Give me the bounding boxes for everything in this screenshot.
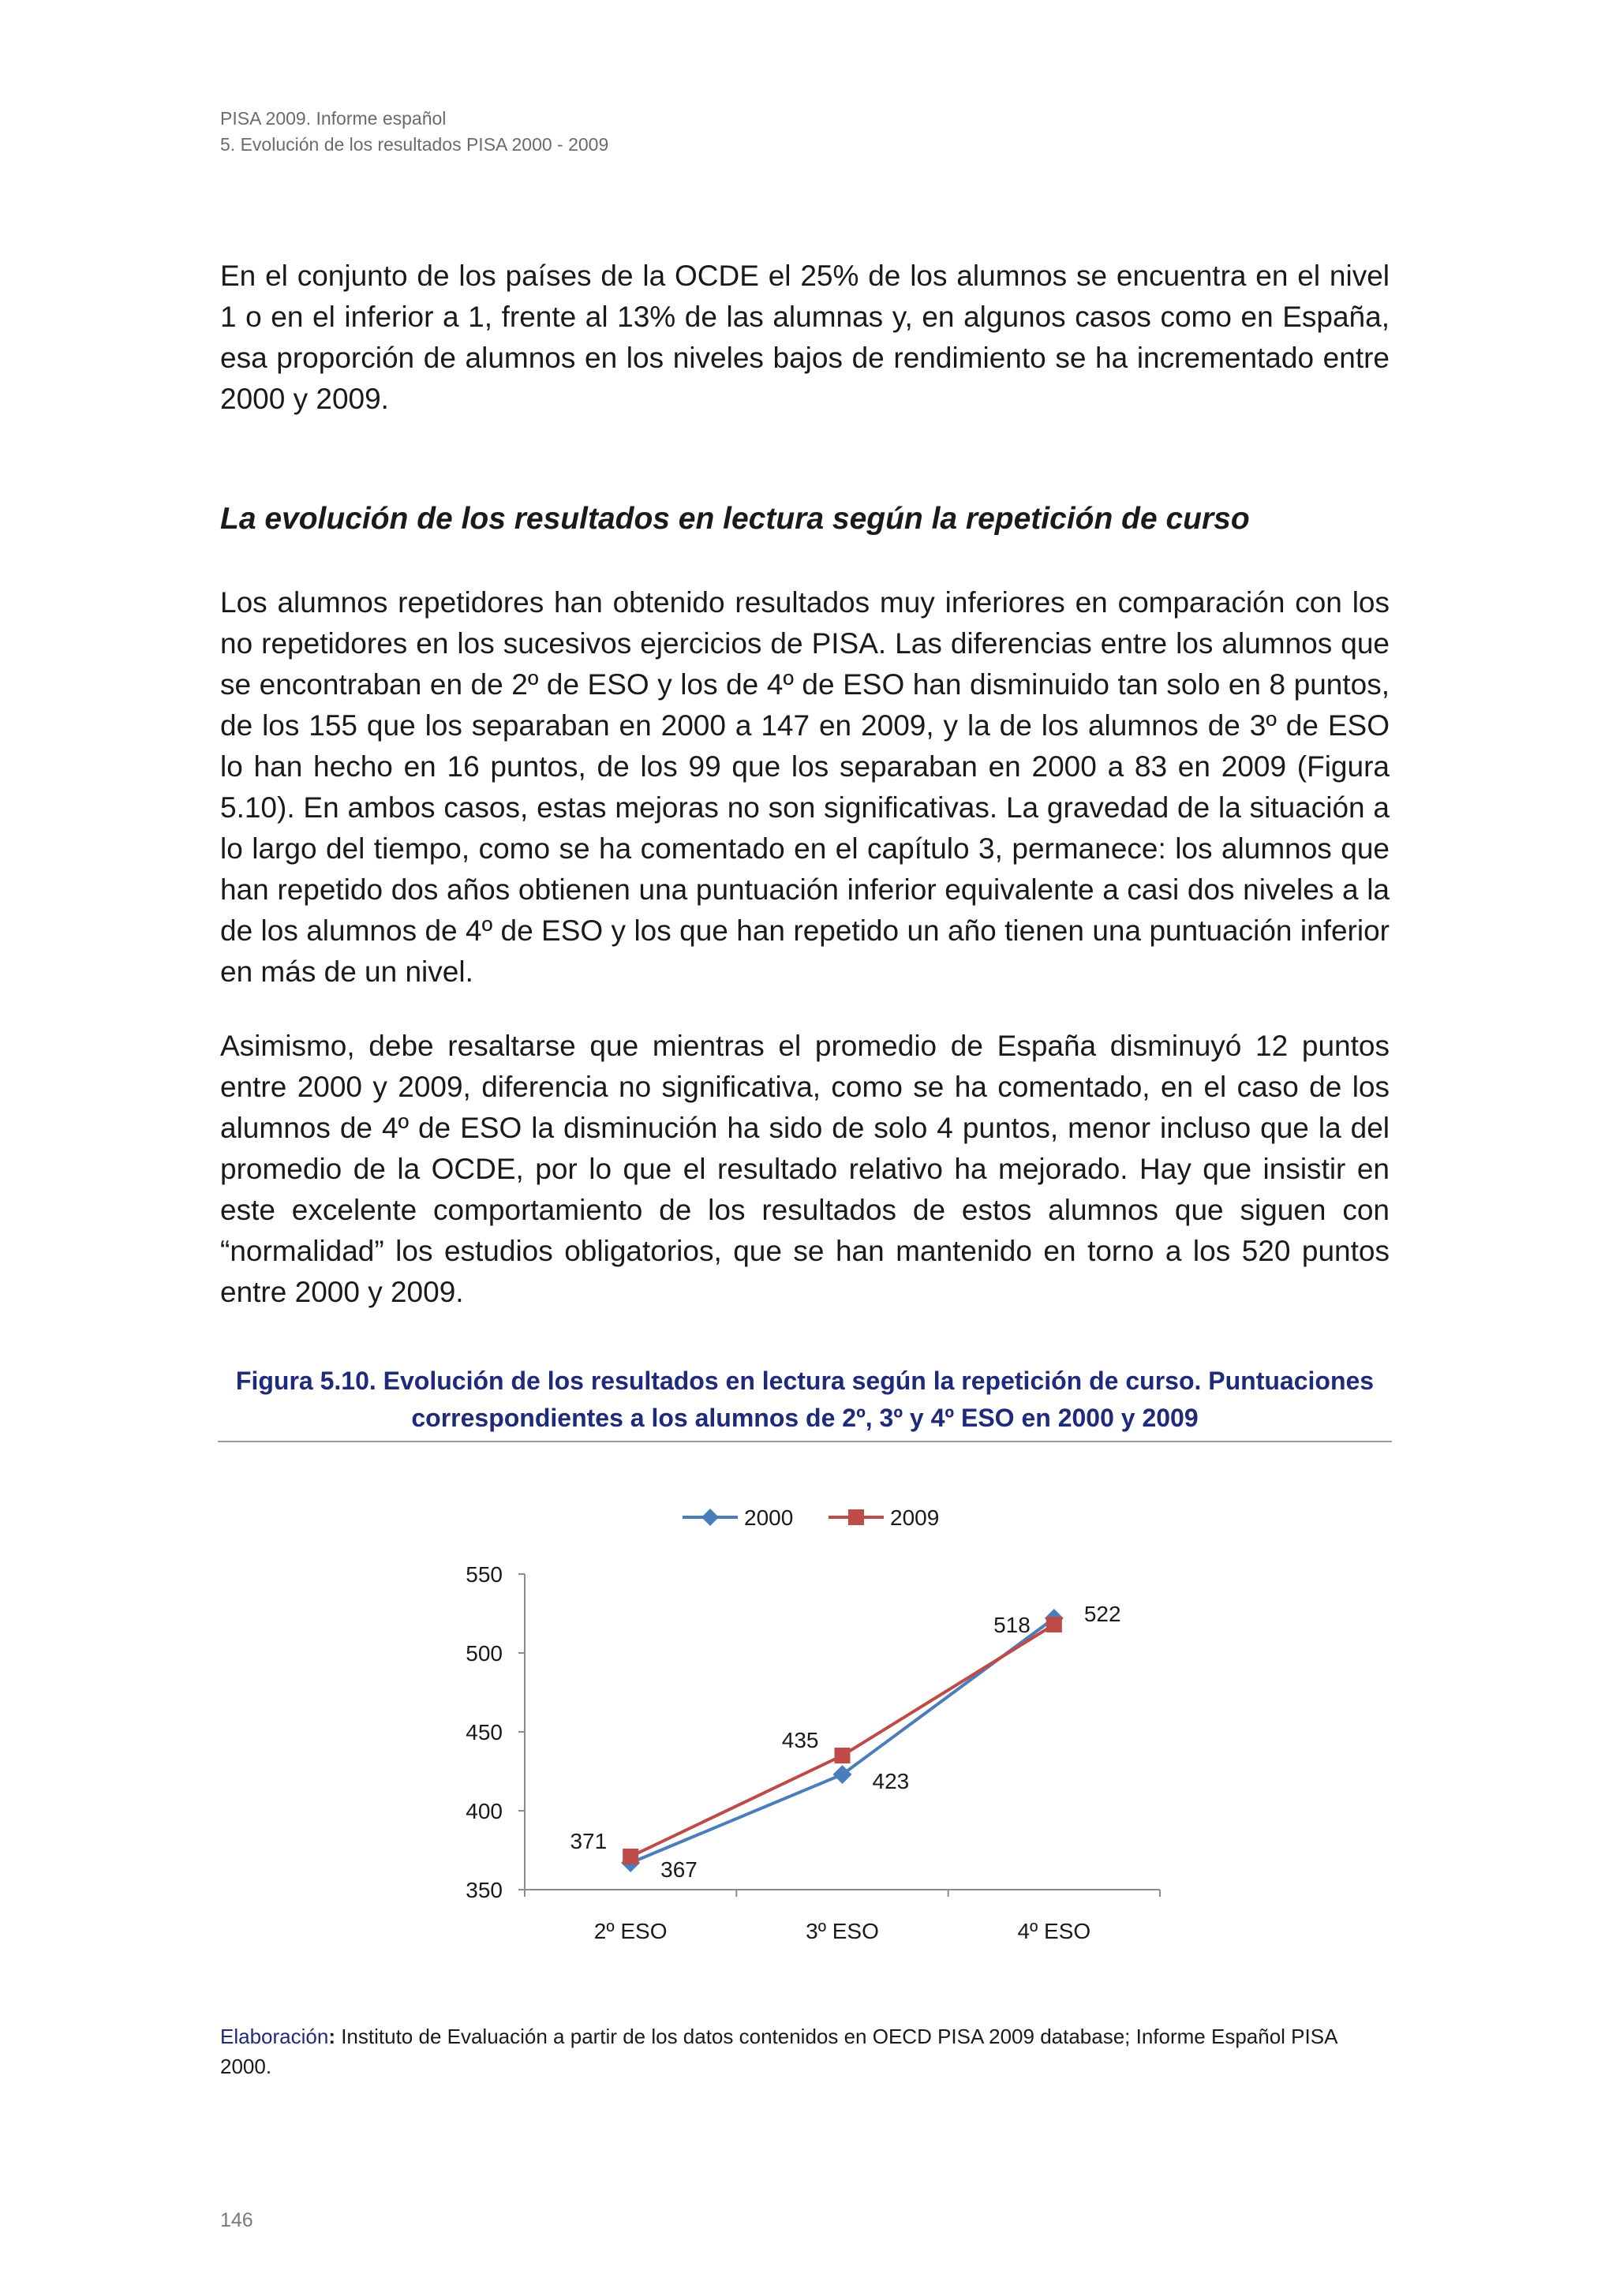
x-tick-label: 2º ESO	[593, 1919, 668, 1943]
x-tick-label: 3º ESO	[806, 1919, 879, 1943]
y-tick-label: 550	[466, 1562, 503, 1587]
data-label: 367	[660, 1857, 698, 1882]
y-tick-label: 350	[466, 1878, 503, 1902]
legend-label: 2000	[744, 1505, 794, 1530]
figure-caption-line-1: Figura 5.10. Evolución de los resultados en lectura según la repetición de curso. Puntuaciones	[235, 1367, 1375, 1395]
chart-svg	[426, 1483, 1199, 1973]
y-tick-label: 500	[466, 1641, 503, 1666]
legend-marker-diamond	[701, 1509, 719, 1526]
data-point	[835, 1748, 851, 1763]
data-label: 435	[781, 1728, 819, 1752]
series-line-2009	[630, 1625, 1054, 1857]
data-label: 423	[872, 1769, 910, 1793]
paragraph-1: En el conjunto de los países de la OCDE el 25% de los alumnos se encuentra en el nivel 1 o en el inferior a 1, frente al 13% de las alumnas y, en algunos casos como en España, esa proporción de alumnos en los niveles bajos de rendimiento se ha incrementado entre 2000 y 2009.	[220, 260, 1390, 415]
figure-caption-line-2: correspondientes a los alumnos de 2º, 3º y 4º ESO en 2000 y 2009	[411, 1404, 1199, 1432]
figure-source	[220, 2021, 1390, 2081]
figure-divider	[218, 1441, 1392, 1442]
y-tick-label: 400	[466, 1799, 503, 1823]
data-label: 371	[570, 1829, 608, 1853]
page-number: 146	[220, 2209, 253, 2231]
legend-label: 2009	[890, 1505, 940, 1530]
source-text: Instituto de Evaluación a partir de los datos contenidos en OECD PISA 2009 database; Informe Español PISA 2000.	[220, 2025, 1337, 2078]
data-label: 518	[993, 1613, 1031, 1637]
x-tick-label: 4º ESO	[1017, 1919, 1091, 1943]
paragraph-3: Asimismo, debe resaltarse que mientras el promedio de España disminuyó 12 puntos entre 2000 y 2009, diferencia no significativa, como se ha comentado, en el caso de los alumnos de 4º de ESO la disminución ha sido de solo 4 puntos, menor incluso que la del promedio de la OCDE, por lo que el resultado relativo ha mejorado. Hay que insistir en este excelente comportamiento de los resultados de estos alumnos que siguen con “normalidad” los estudios obligatorios, que se han mantenido en torno a los 520 puntos entre 2000 y 2009.	[220, 1030, 1390, 1308]
line-chart	[426, 1483, 1199, 1973]
figure-caption	[220, 1363, 1390, 1437]
section-title: La evolución de los resultados en lectura según la repetición de curso	[220, 502, 1250, 536]
running-header	[220, 106, 608, 158]
data-point	[1046, 1617, 1062, 1632]
data-label: 522	[1083, 1602, 1121, 1626]
header-chapter: 5. Evolución de los resultados PISA 2000 - 2009	[220, 134, 609, 155]
y-tick-label: 450	[466, 1720, 503, 1744]
legend-marker-square	[848, 1509, 864, 1525]
paragraph-2: Los alumnos repetidores han obtenido resultados muy inferiores en comparación con los no repetidores en los sucesivos ejercicios de PISA. Las diferencias entre los alumnos que se encontraban en de 2º de ESO y los de 4º de ESO han disminuido tan solo en 8 puntos, de los 155 que los separaban en 2000 a 147 en 2009, y la de los alumnos de 3º de ESO lo han hecho en 16 puntos, de los 99 que los separaban en 2000 a 83 en 2009 (Figura 5.10). En ambos casos, estas mejoras no son significativas. La gravedad de la situación a lo largo del tiempo, como se ha comentado en el capítulo 3, permanece: los alumnos que han repetido dos años obtienen una puntuación inferior equivalente a casi dos niveles a la de los alumnos de 4º de ESO y los que han repetido un año tienen una puntuación inferior en más de un nivel.	[220, 586, 1390, 988]
source-colon: :	[328, 2025, 335, 2048]
source-label: Elaboración	[220, 2025, 329, 2048]
data-point	[623, 1849, 638, 1864]
header-title: PISA 2009. Informe español	[220, 108, 447, 129]
